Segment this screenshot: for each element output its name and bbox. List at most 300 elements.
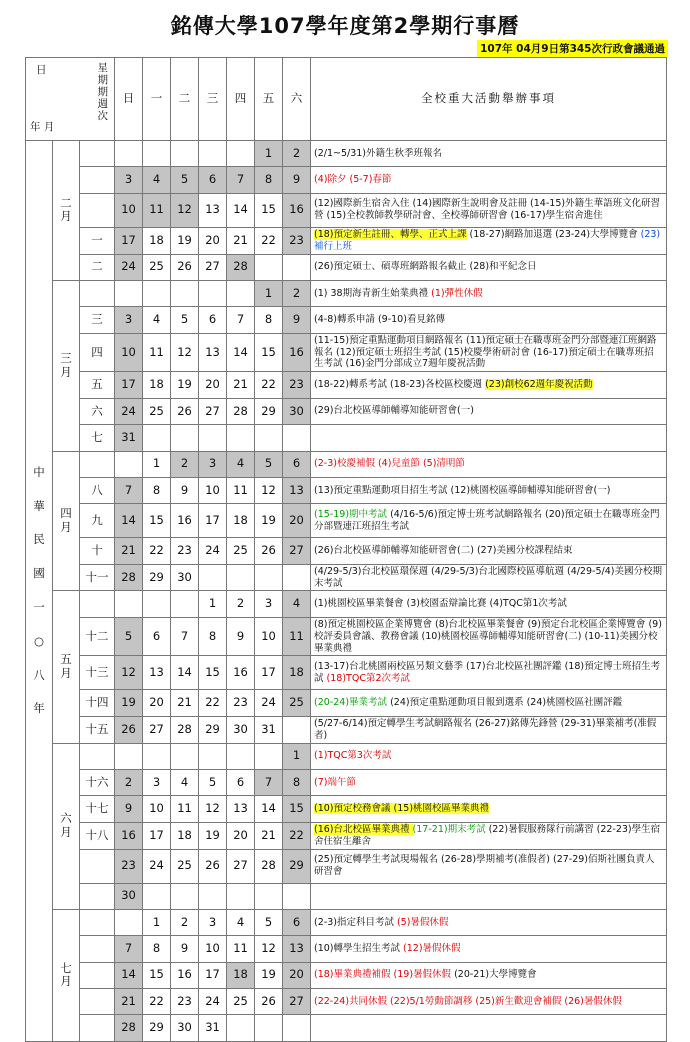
date-cell: 31 [199, 1015, 227, 1041]
date-cell: 7 [227, 167, 255, 193]
date-cell: 21 [227, 227, 255, 254]
date-cell [283, 883, 311, 909]
date-cell: 18 [227, 504, 255, 538]
date-cell: 11 [143, 193, 171, 227]
date-cell: 11 [283, 617, 311, 656]
date-cell: 18 [171, 822, 199, 849]
date-cell: 26 [199, 849, 227, 883]
year-char: 華 [33, 498, 45, 513]
event-cell [311, 909, 667, 935]
date-cell: 25 [283, 690, 311, 716]
calendar-week-row [26, 538, 667, 564]
date-cell: 15 [143, 504, 171, 538]
date-cell: 10 [115, 333, 143, 372]
date-cell: 14 [115, 962, 143, 988]
event-cell [311, 962, 667, 988]
week-number: 十二 [80, 617, 115, 656]
calendar-week-row [26, 690, 667, 716]
date-cell: 27 [283, 538, 311, 564]
event-text: (20-24)畢業考試 [314, 697, 388, 709]
date-cell: 26 [255, 989, 283, 1015]
calendar-week-row [26, 280, 667, 306]
date-cell: 10 [199, 936, 227, 962]
event-text: (23)補行上班 [314, 228, 661, 252]
date-cell: 25 [171, 849, 199, 883]
date-cell: 28 [115, 1015, 143, 1041]
date-cell: 5 [115, 617, 143, 656]
week-number [80, 141, 115, 167]
date-cell: 9 [227, 617, 255, 656]
event-text: (10)預定校務會議 (15)桃園校區畢業典禮 [314, 803, 490, 815]
calendar-week-row [26, 962, 667, 988]
date-cell: 18 [143, 372, 171, 398]
calendar-week-row [26, 307, 667, 333]
date-cell: 8 [283, 769, 311, 795]
date-cell: 30 [171, 564, 199, 591]
date-cell: 22 [143, 989, 171, 1015]
week-number: 十八 [80, 822, 115, 849]
event-text: (13)預定重點運動項目招生考試 (12)桃園校區導師輔導知能研習會(一) [314, 484, 611, 496]
date-cell: 11 [171, 796, 199, 822]
date-cell [171, 280, 199, 306]
date-cell: 4 [143, 167, 171, 193]
date-cell: 1 [143, 451, 171, 477]
date-cell: 26 [115, 716, 143, 743]
date-cell: 1 [143, 909, 171, 935]
event-text: (22-24)共同休假 (22)5/1勞動節調移 (25)新生歡迎會補假 (26)暑假休假 [314, 995, 622, 1007]
date-cell [143, 743, 171, 769]
calendar-week-row [26, 425, 667, 451]
calendar-week-row [26, 822, 667, 849]
date-cell: 5 [199, 769, 227, 795]
year-char: 年 [33, 701, 45, 716]
event-cell [311, 333, 667, 372]
date-cell: 7 [227, 307, 255, 333]
year-column [26, 141, 53, 1042]
event-cell [311, 690, 667, 716]
event-cell [311, 989, 667, 1015]
event-text: (15-19)期中考試 [314, 508, 388, 520]
date-cell [143, 425, 171, 451]
event-text: (12)暑假休假 [403, 943, 461, 955]
date-cell: 6 [227, 769, 255, 795]
date-cell: 31 [255, 716, 283, 743]
date-cell: 7 [171, 617, 199, 656]
date-cell: 12 [199, 796, 227, 822]
date-cell: 20 [283, 504, 311, 538]
date-cell: 1 [199, 591, 227, 617]
date-cell [255, 425, 283, 451]
event-text: (26)台北校區導師輔導知能研習會(二) (27)美國分校課程結束 [314, 545, 573, 557]
event-text: (25)預定轉學生考試現場報名 (26-28)學期補考(准假者) (27-29)佰斯社團負責人研習會 [314, 854, 655, 877]
date-cell: 11 [227, 477, 255, 503]
date-cell: 6 [199, 167, 227, 193]
date-cell: 9 [171, 477, 199, 503]
calendar-week-row [26, 254, 667, 280]
date-cell: 27 [199, 398, 227, 424]
date-cell: 18 [227, 962, 255, 988]
date-cell [115, 280, 143, 306]
week-number: 十七 [80, 796, 115, 822]
calendar-week-row [26, 451, 667, 477]
event-cell [311, 591, 667, 617]
year-char: 中 [33, 464, 45, 479]
date-cell: 13 [283, 936, 311, 962]
date-cell: 3 [199, 451, 227, 477]
date-cell: 13 [199, 193, 227, 227]
date-cell: 31 [115, 425, 143, 451]
date-cell: 16 [283, 333, 311, 372]
date-cell: 19 [115, 690, 143, 716]
calendar-week-row [26, 141, 667, 167]
date-cell: 3 [143, 769, 171, 795]
date-cell: 4 [227, 451, 255, 477]
date-cell: 16 [227, 656, 255, 690]
event-text: (8)預定桃園校區企業博覽會 (8)台北校區畢業餐會 (9)預定台北校區企業博覽會 (9)校評委員會議、教務會議 (10)桃園校區導師輔導知能研習會(二) (10-11)美國分校畢業典禮 [314, 618, 662, 654]
date-cell: 9 [283, 167, 311, 193]
calendar-week-row [26, 743, 667, 769]
date-cell: 23 [283, 372, 311, 398]
date-cell: 6 [143, 617, 171, 656]
date-cell [227, 425, 255, 451]
date-cell: 2 [283, 280, 311, 306]
event-cell [311, 822, 667, 849]
week-number [80, 962, 115, 988]
event-text: (18)畢業典禮補假 (19)暑假休假 [314, 969, 452, 981]
event-text: (12)國際新生宿舍入住 (14)國際新生說明會及註冊 (14-15)外籍生華語班文化研習營 (15)全校教師教學研討會、全校導師研習會 (16-17)學生宿舍進住 [314, 198, 661, 222]
date-cell: 28 [255, 849, 283, 883]
weekday-header: 六 [283, 58, 311, 141]
event-cell [311, 193, 667, 227]
date-cell: 28 [227, 398, 255, 424]
date-cell [227, 883, 255, 909]
date-cell: 6 [283, 909, 311, 935]
date-cell: 10 [255, 617, 283, 656]
date-cell: 3 [255, 591, 283, 617]
week-number [80, 591, 115, 617]
date-cell: 12 [171, 333, 199, 372]
date-cell: 2 [115, 769, 143, 795]
date-cell: 29 [143, 1015, 171, 1041]
page-title: 銘傳大學107學年度第2學期行事曆 [170, 14, 520, 38]
week-number [80, 451, 115, 477]
date-cell: 12 [171, 193, 199, 227]
date-cell: 4 [171, 769, 199, 795]
month-label: 三 月 [53, 280, 80, 451]
event-cell [311, 656, 667, 690]
date-cell: 17 [115, 227, 143, 254]
event-cell [311, 307, 667, 333]
date-cell: 10 [143, 796, 171, 822]
event-text: (4/16-5/6)預定博士班考試網路報名 (20)預定碩士在職專班金門分部暨連江班招生考試 [314, 508, 660, 532]
date-cell: 8 [143, 936, 171, 962]
weekday-header: 日 [115, 58, 143, 141]
event-cell [311, 716, 667, 743]
week-number [80, 849, 115, 883]
calendar-week-row [26, 1015, 667, 1041]
date-cell: 17 [199, 504, 227, 538]
week-number: 九 [80, 504, 115, 538]
date-cell: 9 [171, 936, 199, 962]
date-cell [227, 1015, 255, 1041]
event-text: (29)台北校區導師輔導知能研習會(一) [314, 405, 474, 417]
year-char: 八 [33, 667, 45, 682]
date-cell: 6 [199, 307, 227, 333]
event-cell [311, 451, 667, 477]
date-cell: 16 [115, 822, 143, 849]
week-number: 十五 [80, 716, 115, 743]
event-cell [311, 617, 667, 656]
date-cell: 14 [255, 796, 283, 822]
date-cell: 14 [115, 504, 143, 538]
year-char: 國 [33, 566, 45, 581]
date-cell: 7 [255, 769, 283, 795]
weekday-header: 五 [255, 58, 283, 141]
calendar-week-row [26, 591, 667, 617]
date-cell: 14 [227, 193, 255, 227]
week-number: 一 [80, 227, 115, 254]
week-number [80, 989, 115, 1015]
date-cell: 30 [171, 1015, 199, 1041]
event-text: (18)TQC第2次考試 [326, 672, 411, 684]
event-cell [311, 372, 667, 398]
date-cell: 29 [143, 564, 171, 591]
event-cell [311, 398, 667, 424]
date-cell: 24 [255, 690, 283, 716]
calendar-week-row [26, 333, 667, 372]
date-cell [199, 883, 227, 909]
date-cell: 10 [199, 477, 227, 503]
date-cell: 22 [283, 822, 311, 849]
event-text: (1)TQC第3次考試 [314, 750, 392, 762]
date-cell: 3 [199, 909, 227, 935]
date-cell [115, 451, 143, 477]
date-cell: 8 [143, 477, 171, 503]
date-cell [283, 425, 311, 451]
date-cell: 23 [115, 849, 143, 883]
date-cell [171, 883, 199, 909]
event-cell [311, 141, 667, 167]
calendar-week-row [26, 909, 667, 935]
date-cell: 5 [255, 451, 283, 477]
calendar-week-row [26, 849, 667, 883]
week-number [80, 193, 115, 227]
date-cell: 20 [283, 962, 311, 988]
event-text: (1)桃園校區畢業餐會 (3)校園盃辯論比賽 (4)TQC第1次考試 [314, 598, 567, 610]
date-cell: 22 [143, 538, 171, 564]
date-cell: 11 [143, 333, 171, 372]
date-cell [171, 591, 199, 617]
weekday-header: 四 [227, 58, 255, 141]
date-cell: 19 [255, 504, 283, 538]
week-number: 十一 [80, 564, 115, 591]
date-cell: 20 [227, 822, 255, 849]
date-cell [199, 141, 227, 167]
week-number [80, 909, 115, 935]
calendar-week-row [26, 936, 667, 962]
date-cell: 10 [115, 193, 143, 227]
header-day-label: 日 [36, 64, 47, 76]
date-cell [199, 280, 227, 306]
header-corner [26, 58, 115, 141]
date-cell: 21 [115, 538, 143, 564]
date-cell: 8 [199, 617, 227, 656]
date-cell: 20 [199, 227, 227, 254]
week-number [80, 167, 115, 193]
date-cell [283, 1015, 311, 1041]
date-cell: 16 [171, 504, 199, 538]
event-cell [311, 743, 667, 769]
date-cell [199, 564, 227, 591]
event-text: (11-15)預定重點運動項目網路報名 (11)預定碩士在職專班金門分部暨連江班網路報名 (12)預定碩士班招生考試 (15)校慶學術研討會 (16-17)預定碩士在職專班招生考試 (16)金門分部成立7週年慶祝活動 [314, 334, 657, 370]
year-char: 一 [33, 599, 45, 614]
date-cell: 20 [199, 372, 227, 398]
date-cell: 14 [227, 333, 255, 372]
date-cell: 24 [115, 254, 143, 280]
date-cell: 24 [199, 538, 227, 564]
date-cell: 21 [171, 690, 199, 716]
date-cell: 30 [115, 883, 143, 909]
date-cell: 4 [227, 909, 255, 935]
week-number: 六 [80, 398, 115, 424]
week-number [80, 936, 115, 962]
date-cell: 29 [283, 849, 311, 883]
date-cell: 13 [199, 333, 227, 372]
event-cell [311, 769, 667, 795]
date-cell: 27 [227, 849, 255, 883]
date-cell: 26 [171, 254, 199, 280]
calendar-table [25, 57, 667, 1042]
date-cell: 12 [255, 477, 283, 503]
date-cell: 12 [255, 936, 283, 962]
date-cell [255, 883, 283, 909]
event-text: (1) 38期海青新生始業典禮 [314, 287, 432, 299]
events-header: 全校重大活動舉辦事項 [311, 58, 667, 141]
date-cell: 1 [283, 743, 311, 769]
month-label: 七 月 [53, 909, 80, 1041]
date-cell: 5 [171, 307, 199, 333]
week-number: 三 [80, 307, 115, 333]
date-cell: 14 [171, 656, 199, 690]
date-cell [227, 743, 255, 769]
header-year-month-label: 年 月 [30, 121, 55, 134]
date-cell: 29 [199, 716, 227, 743]
date-cell: 4 [143, 307, 171, 333]
date-cell: 20 [143, 690, 171, 716]
event-text: (24)預定重點運動項目報到選系 (24)桃園校區社團評鑑 [387, 697, 623, 709]
date-cell: 19 [171, 372, 199, 398]
calendar-week-row [26, 398, 667, 424]
date-cell: 8 [255, 307, 283, 333]
date-cell: 5 [255, 909, 283, 935]
date-cell: 17 [255, 656, 283, 690]
event-cell [311, 227, 667, 254]
event-text: (1)彈性休假 [431, 287, 483, 299]
date-cell: 7 [115, 477, 143, 503]
event-cell [311, 280, 667, 306]
event-text: (16)台北校區畢業典禮 [314, 823, 413, 835]
date-cell: 27 [283, 989, 311, 1015]
event-text: (2/1~5/31)外籍生秋季班報名 [314, 147, 443, 159]
week-number: 十六 [80, 769, 115, 795]
month-label: 四 月 [53, 451, 80, 591]
date-cell: 28 [115, 564, 143, 591]
calendar-week-row [26, 193, 667, 227]
date-cell [227, 280, 255, 306]
date-cell [227, 564, 255, 591]
week-number [80, 883, 115, 909]
event-text: (2-3)校慶補假 (4)兒童節 (5)清明節 [314, 458, 465, 470]
calendar-week-row [26, 564, 667, 591]
event-text: (4/29-5/3)台北校區環保週 (4/29-5/3)台北國際校區導航週 (4/29-5/4)美國分校期末考試 [314, 565, 662, 589]
weekday-header: 二 [171, 58, 199, 141]
date-cell: 23 [283, 227, 311, 254]
date-cell: 27 [199, 254, 227, 280]
event-cell [311, 796, 667, 822]
event-text: (18-22)轉系考試 (18-23)各校區校慶週 [314, 379, 486, 391]
date-cell [227, 141, 255, 167]
calendar-week-row [26, 883, 667, 909]
event-cell [311, 538, 667, 564]
calendar-week-row [26, 477, 667, 503]
event-text: (23)創校62週年慶祝活動 [485, 379, 593, 391]
event-text: (18-27)網路加退選 (23-24)大學博覽會 [466, 228, 641, 240]
date-cell: 25 [227, 538, 255, 564]
month-label: 五 月 [53, 591, 80, 743]
date-cell: 23 [171, 989, 199, 1015]
date-cell [255, 564, 283, 591]
event-cell [311, 425, 667, 451]
date-cell: 17 [115, 372, 143, 398]
date-cell [143, 591, 171, 617]
date-cell: 15 [255, 333, 283, 372]
date-cell [143, 141, 171, 167]
date-cell: 15 [255, 193, 283, 227]
date-cell: 24 [143, 849, 171, 883]
header-week-label: 星 期 期 週 次 [97, 62, 109, 123]
calendar-week-row [26, 989, 667, 1015]
date-cell: 28 [171, 716, 199, 743]
date-cell [171, 425, 199, 451]
date-cell: 25 [227, 989, 255, 1015]
event-cell [311, 504, 667, 538]
date-cell: 22 [255, 227, 283, 254]
date-cell [143, 280, 171, 306]
date-cell: 2 [171, 909, 199, 935]
weekday-header: 一 [143, 58, 171, 141]
event-cell [311, 883, 667, 909]
date-cell: 17 [143, 822, 171, 849]
week-number: 二 [80, 254, 115, 280]
calendar-week-row [26, 372, 667, 398]
calendar-week-row [26, 796, 667, 822]
weekday-header: 三 [199, 58, 227, 141]
date-cell: 3 [115, 167, 143, 193]
date-cell [115, 141, 143, 167]
month-label: 六 月 [53, 743, 80, 909]
date-cell: 13 [143, 656, 171, 690]
week-number [80, 743, 115, 769]
date-cell: 21 [115, 989, 143, 1015]
date-cell: 19 [199, 822, 227, 849]
date-cell [283, 254, 311, 280]
date-cell: 11 [227, 936, 255, 962]
date-cell: 2 [227, 591, 255, 617]
date-cell: 30 [227, 716, 255, 743]
date-cell: 1 [255, 280, 283, 306]
date-cell: 19 [171, 227, 199, 254]
date-cell [199, 743, 227, 769]
